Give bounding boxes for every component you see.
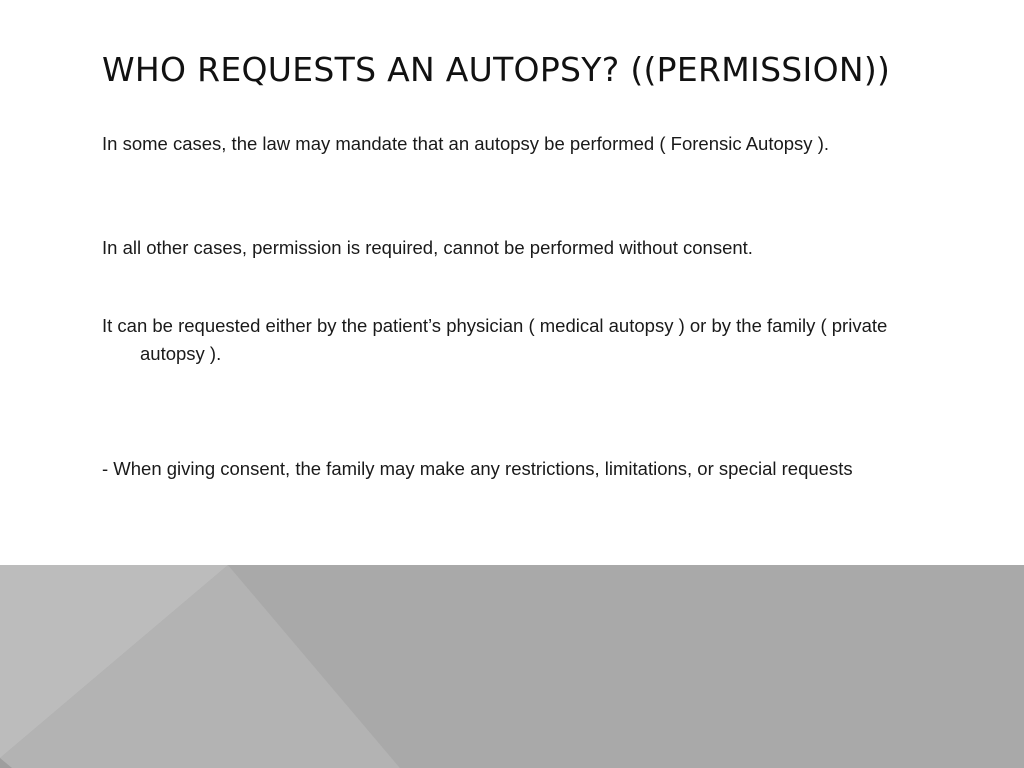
paragraph-forensic-autopsy: In some cases, the law may mandate that an autopsy be performed ( Forensic Autopsy ). (102, 133, 830, 154)
slide-title: WHO REQUESTS AN AUTOPSY? ((PERMISSION)) (102, 50, 891, 89)
paragraph-who-requests: It can be requested either by the patient’s physician ( medical autopsy ) or by the family ( private autopsy ). (102, 315, 888, 364)
footer-decoration (0, 565, 1024, 768)
footer-graphic (0, 565, 1024, 768)
paragraph-family-consent: - When giving consent, the family may make any restrictions, limitations, or special requests (102, 458, 853, 479)
paragraph-permission-required: In all other cases, permission is required, cannot be performed without consent. (102, 237, 753, 258)
